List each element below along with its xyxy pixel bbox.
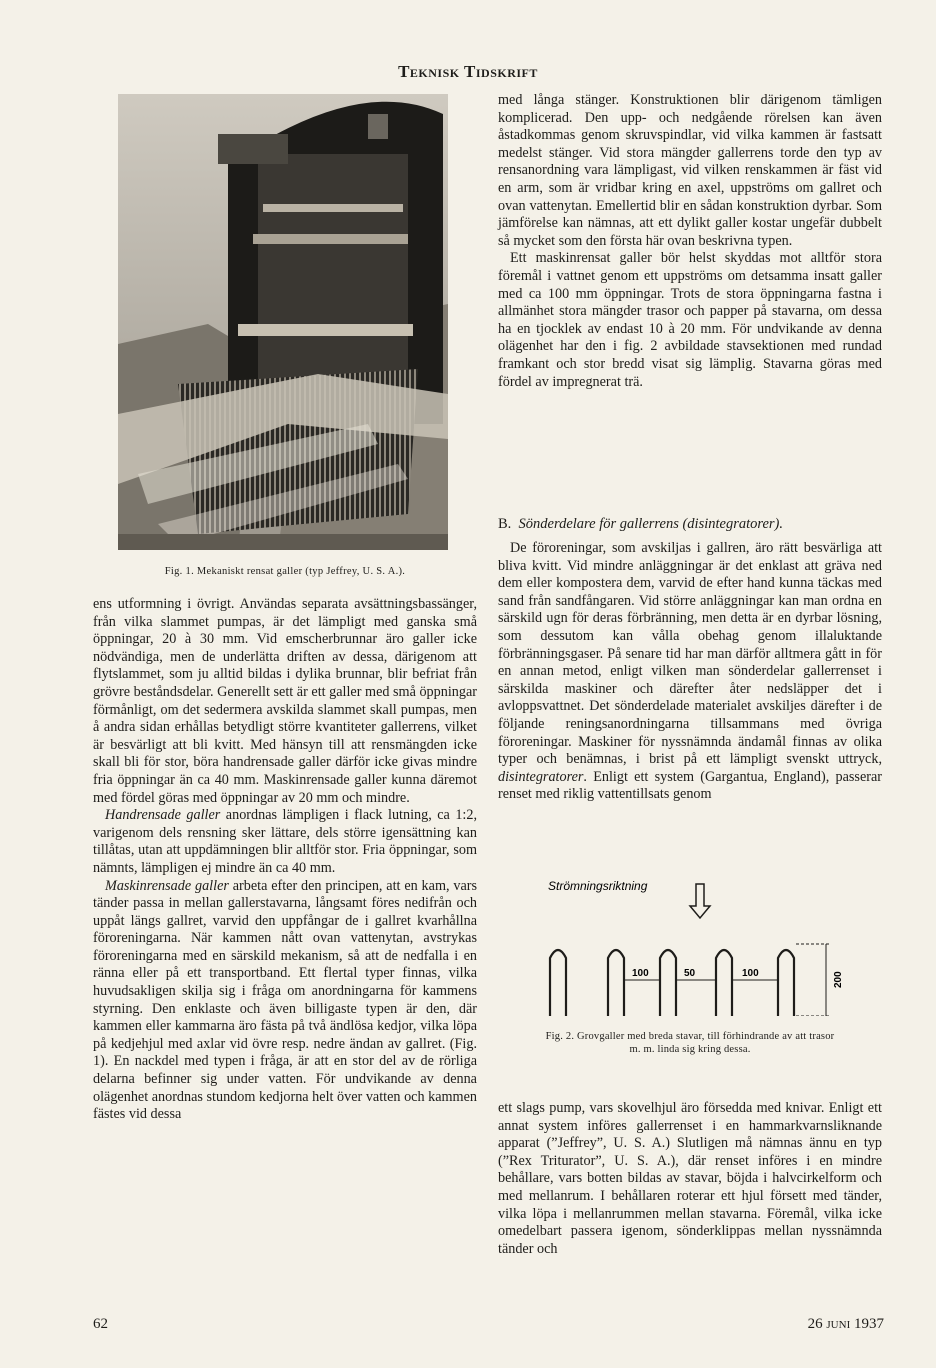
paragraph: med långa stänger. Konstruktionen blir därigenom tämligen komplicerad. Den upp- och nedgående rörelsen kan även åstadkommas genom skruvspindlar, vid vilka kammen är fastsatt medelst stänger. Vid stora mängder gallerrens torde den typ av rensanordning vara lämpligast, vid vilken renskammen är fäst vid en arm, som är vridbar kring en axel, uppströms om gallret och ovan vattenytan. Emellertid blir en sådan konstruktion dyrbar. Som jämförelse kan nämnas, att ett dylikt galler kostar ungefär dubbelt så mycket som den första här ovan beskrivna typen. [498, 92, 882, 249]
dimension-gap-2: 100 [742, 968, 759, 979]
section-label: B. [498, 516, 512, 532]
date-month: juni [826, 1316, 851, 1332]
grate-bar [778, 950, 794, 1016]
figure-1-photo [118, 94, 448, 550]
flow-arrow-icon [690, 884, 710, 918]
grate-bar [660, 950, 676, 1016]
grate-bar [716, 950, 732, 1016]
column-bottom-right-continued [498, 1100, 882, 1258]
section-title: Sönderdelare för gallerrens (disintegratorer). [518, 516, 784, 532]
dimension-gap-1: 100 [632, 968, 649, 979]
grate-bar [550, 950, 566, 1016]
emphasis: Handrensade galler [105, 807, 221, 824]
page-number: 62 [93, 1316, 108, 1332]
journal-title: Teknisk Tidskrift [398, 62, 538, 81]
emphasis: Maskinrensade galler [105, 877, 229, 894]
column-bottom-right [498, 540, 882, 804]
flow-direction-label: Strömningsriktning [548, 879, 648, 893]
date-day: 26 [807, 1316, 823, 1332]
issue-date [808, 1316, 884, 1333]
column-left [93, 596, 477, 1124]
paragraph: Handrensade galler anordnas lämpligen i flack lutning, ca 1:2, varigenom dels rensning sker lättare, dels större igensättning kan tillåtas, utan att uppdämningen blir alltför stor. Fria öppningar, som nämnts, lämpligen ej mindre än ca 40 mm. [93, 807, 478, 876]
column-top-right [498, 92, 882, 391]
dimension-bar-width: 50 [684, 968, 696, 979]
date-year: 1937 [854, 1316, 884, 1332]
paragraph: Ett maskinrensat galler bör helst skyddas mot alltför stora föremål i vattnet genom ett uppströms om detsamma insatt galler med ca 100 mm öppningar. Trots de stora öppningarna fastna i allmänhet stora mängder trasor och papper på stavarna, om dessa ha en tjocklek av endast 10 à 20 mm. För undvikande av denna olägenhet har den i fig. 2 avbildade stavsektionen med rundad framkant och stor bredd visat sig lämplig. Stavarna göras med fördel av impregnerat trä. [498, 250, 882, 390]
paragraph: ens utformning i övrigt. Användas separata avsättningsbassänger, från vilka slammet pumpas, är det lämpligt med ganska små öppningar, 20 à 30 mm. Vid emscherbrunnar äro galler icke nödvändiga, men de underlätta driften av dessa, därigenom att flytslammet, som ju alltid bildas i dylika brunnar, blir befriat från grövre beståndsdelar. Generellt sett är ett galler med små öppningar förmånligt, om det sedermera avskilda slammet skall pumpas, men å andra sidan erhållas betydligt större kvantiteter gallerrens, vilket är besvärligt att bli kvitt. Med hänsyn till att rensmängden icke skall bli för stor, böra handrensade galler därför icke givas mindre fria öppningar än ca 40 mm. Maskinrensade galler kunna däremot med fördel göras med öppningar av 20 mm och mindre. [93, 596, 477, 806]
grate-bar [608, 950, 624, 1016]
emphasis: disintegratorer [498, 768, 584, 785]
figure-2-diagram [546, 876, 846, 1016]
figure-1-caption: Fig. 1. Mekaniskt rensat galler (typ Jeffrey, U. S. A.). [164, 566, 406, 577]
dimension-height: 200 [833, 971, 844, 988]
paragraph: Maskinrensade galler arbeta efter den principen, att en kam, vars tänder passa in mellan gallerstavarna, långsamt föres nedifrån och uppåt längs gallret, varvid den uppfångar de i gallret kvarhållna föroreningarna. När kammen nått ovan vattenytan, avstrykas föroreningarna med en särskild mekanism, så att de nedfalla i en ränna eller på ett transportband. Ett flertal typer finnas, vilka huvudsakligen skilja sig i fråga om anordningarna för kammens styrning. Den enklaste och även billigaste typen är den, där kammen eller kammarna äro fästa på två ändlösa kedjor, vilka löpa på kedjehjul med axlar vid övre resp. nedre ändan av gallret. (Fig. 1). En nackdel med typen i fråga, är att en stor del av de rörliga delarna befinner sig under vatten. För undvikande av denna olägenhet anordnas stundom kedjorna helt över vatten och kammen fästes vid dessa [93, 877, 477, 1123]
paragraph: De föroreningar, som avskiljas i gallren, äro rätt besvärliga att bliva kvitt. Vid mindre anläggningar är det enklast att gräva ned dem eller kompostera dem, varvid de efter hand kunna täckas med sand från sandfångaren. Vid större anläggningar kan man ordna en särskild ugn för deras förbränning, men detta är en dyrbar lösning, som dessutom kan vålla obehag genom illaluktande förbränningsgaser. På senare tid har man därför alltmera gått in för en annan metod, enligt vilken man sönderdelar gallerrenset i särskilda maskiner och därefter åter nedsläpper det i avloppsvattnet. Det sönderdelade materialet avskiljes därefter i de följande reningsanordningarna tillsammans med övriga föroreningar. Maskiner för nyssnämnda ändamål finnas av olika typer och benämnas, i brist på ett lämpligt svenskt uttryck, disintegratorer. Enligt ett system (Gargantua, England), passerar renset med riklig vattentillsats genom [498, 540, 882, 803]
figure-2-caption: Fig. 2. Grovgaller med breda stavar, till förhindrande av att trasor m. m. linda sig kring dessa. [545, 1031, 835, 1055]
section-heading [498, 516, 882, 533]
paragraph: ett slags pump, vars skovelhjul äro försedda med knivar. Enligt ett annat system införes gallerrenset i en hammarkvarnsliknande apparat (”Jeffrey”, U. S. A.) Slutligen må nämnas ännu en typ (”Rex Triturator”, U. S. A.), där renset införes i en mindre behållare, vars botten bildas av stavar, böjda i halvcirkelform och med mellanrum. I behållaren roterar ett hjul försett med tänder, vilka löpa i mellanrummen mellan stavarna. Föremål, vilka icke omedelbart passera igenom, sönderklippas mellan nyssnämnda tänder och [498, 1100, 882, 1257]
